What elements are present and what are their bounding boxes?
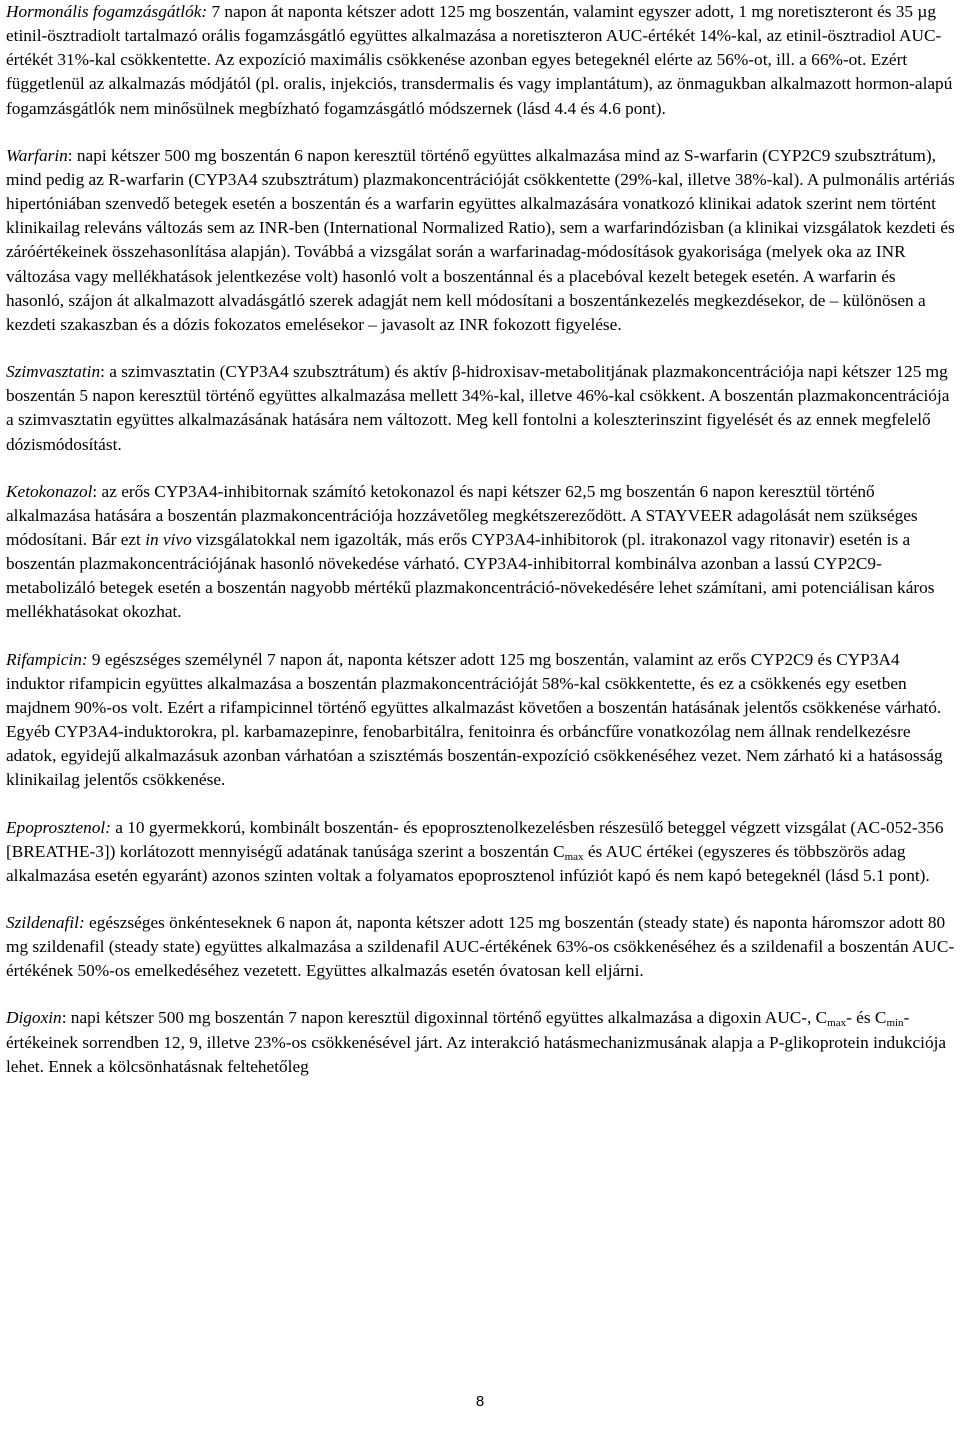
paragraph-ketoconazole bbox=[6, 480, 956, 625]
paragraph-lead: Digoxin bbox=[6, 1008, 62, 1028]
paragraph-lead: Szildenafil: bbox=[6, 913, 85, 932]
paragraph-italic-term: in vivo bbox=[145, 529, 192, 549]
paragraph-text: egészséges önkénteseknek 6 napon át, naponta kétszer adott 125 mg boszentán (steady state) és naponta háromszor adott 80 mg szildenafil (steady state) együttes alkalmazása a szildenafil AUC-értékének 63%-os csökkenéséhez és a szildenafil a boszentán AUC-értékének 50%-os emelkedéséhez vezetett. Együttes alkalmazás esetén óvatosan kell eljárni. bbox=[6, 913, 955, 981]
paragraph-simvastatin bbox=[6, 360, 956, 457]
paragraph-sildenafil bbox=[6, 911, 956, 983]
paragraph-rifampicin bbox=[6, 648, 956, 793]
paragraph-text: 7 napon át naponta kétszer adott 125 mg boszentán, valamint egyszer adott, 1 mg noretiszteront és 35 µg etinil-ösztradiolt tartalmazó orális fogamzásgátló együttes alkalmazása a noretiszteron AUC-értékét 14%-kal, az etinil-ösztradiol AUC-értékét 31%-kal csökkentette. Az expozíció maximális csökkenése azonban egyes betegeknél elérte az 56%-ot, ill. a 66%-ot. Ezért függetlenül az alkalmazás módjától (pl. oralis, injekciós, transdermalis és vagy implantátum), az önmagukban alkalmazott hormon-alapú fogamzásgátlók nem minősülnek megbízható fogamzásgátló módszernek (lásd 4.4 és 4.6 pont). bbox=[6, 2, 953, 118]
paragraph-lead: Rifampicin: bbox=[6, 649, 88, 669]
paragraph-digoxin bbox=[6, 1006, 956, 1078]
paragraph-lead: Szimvasztatin bbox=[6, 362, 101, 382]
paragraph-text: : az erős CYP3A4-inhibitornak számító ketokonazol és napi kétszer 62,5 mg boszentán 6 napon keresztül történő alkalmazása hatására a boszentán plazmakoncentrációja hozzávetőleg megkétszereződött. A STAYVEER adagolását nem szükséges módosítani. Bár ezt bbox=[6, 481, 918, 549]
paragraph-lead: Epoprosztenol: bbox=[6, 817, 111, 837]
paragraph-hormonal-contraceptives bbox=[6, 0, 956, 121]
page-number: 8 bbox=[475, 1393, 485, 1410]
paragraph-text: -értékeinek sorrendben 12, 9, illetve 23%-os csökkenésével járt. Az interakció hatásmechanizmusának alapja a P-glikoprotein indukciója lehet. Ennek a kölcsönhatásnak feltehetőleg bbox=[6, 1008, 947, 1076]
paragraph-lead: Ketokonazol bbox=[6, 481, 93, 501]
paragraph-text: : napi kétszer 500 mg boszentán 7 napon keresztül digoxinnal történő együttes alkalmazása a digoxin AUC-, C bbox=[61, 1008, 828, 1028]
paragraph-text: és AUC értékei (egyszeres és többszörös adag alkalmazása esetén egyaránt) azonos szinten voltak a folyamatos epoprosztenol infúziót kapó és nem kapó betegeknél (lásd 5.1 pont). bbox=[6, 841, 930, 885]
document-page bbox=[6, 0, 956, 1102]
subscript-max: max bbox=[827, 1017, 847, 1030]
paragraph-text: : napi kétszer 500 mg boszentán 6 napon keresztül történő együttes alkalmazása mind az S-warfarin (CYP2C9 szubsztrátum), mind pedig az R-warfarin (CYP3A4 szubsztrátum) plazmakoncentrációját csökkentette (29%-kal, illetve 38%-kal). A pulmonális artériás hipertóniában szenvedő betegek esetén a boszentán és a warfarin együttes alkalmazására vonatkozó klinikai adatok szerint nem történt klinikailag releváns változás sem az INR-ben (International Normalized Ratio), sem a warfarindózisban (a klinikai vizsgálatok kezdeti és záróértékeinek összehasonlítása alapján). Továbbá a vizsgálat során a warfarinadag-módosítások gyakorisága (melyek oka az INR változása vagy mellékhatások jelentkezése volt) hasonló volt a boszentánnal és a placebóval kezelt betegek esetén. A warfarin és hasonló, szájon át alkalmazott alvadásgátló szerek adagját nem kell módosítani a boszentánkezelés megkezdésekor, de – különösen a kezdeti szakaszban és a dózis fokozatos emelésekor – javasolt az INR fokozott figyelése. bbox=[6, 145, 955, 334]
paragraph-text: - és C bbox=[846, 1008, 887, 1028]
paragraph-text: 9 egészséges személynél 7 napon át, naponta kétszer adott 125 mg boszentán, valamint az erős CYP2C9 és CYP3A4 induktor rifampicin együttes alkalmazása a boszentán plazmakoncentrációját 58%-kal csökkentette, és ez a csökkenés egy esetben majdnem 90%-os volt. Ezért a rifampicinnel történő együttes alkalmazást követően a boszentán hatásának jelentős csökkenése várható. Egyéb CYP3A4-induktorokra, pl. karbamazepinre, fenobarbitálra, fenitoinra és orbáncfűre vonatkozólag nem állnak rendelkezésre adatok, egyidejű alkalmazásuk azonban várhatóan a szisztémás boszentán-expozíció csökkenéséhez vezet. Nem zárható ki a hatásosság klinikailag jelentős csökkenése. bbox=[6, 649, 943, 790]
paragraph-lead: Warfarin bbox=[6, 145, 68, 165]
paragraph-text: a 10 gyermekkorú, kombinált boszentán- és epoprosztenolkezelésben részesülő beteggel végzett vizsgálat (AC-052-356 [BREATHE-3]) korlátozott mennyiségű adatának tanúsága szerint a boszentán C bbox=[6, 817, 944, 861]
subscript-max: max bbox=[564, 850, 584, 863]
paragraph-text: : a szimvasztatin (CYP3A4 szubsztrátum) és aktív β-hidroxisav-metabolitjának plazmakoncentrációja napi kétszer 125 mg boszentán 5 napon keresztül történő együttes alkalmazása mellett 34%-kal, illetve 46%-kal csökkent. A boszentán plazmakoncentrációja a szimvasztatin együttes alkalmazásának hatására nem változott. Meg kell fontolni a koleszterinszint figyelését és az ennek megfelelő dózismódosítást. bbox=[6, 362, 950, 454]
paragraph-text: vizsgálatokkal nem igazolták, más erős CYP3A4-inhibitorok (pl. itrakonazol vagy ritonavir) esetén is a boszentán plazmakoncentrációjának hasonló növekedése várható. CYP3A4-inhibitorral kombinálva azonban a lassú CYP2C9-metabolizáló betegek esetén a boszentán nagyobb mértékű plazmakoncentráció-növekedésére lehet számítani, ami potenciálisan káros mellékhatásokat okozhat. bbox=[6, 529, 935, 622]
paragraph-epoprostenol bbox=[6, 816, 956, 888]
paragraph-lead: Hormonális fogamzásgátlók: bbox=[6, 2, 208, 21]
paragraph-warfarin bbox=[6, 144, 956, 337]
subscript-min: min bbox=[886, 1017, 904, 1030]
